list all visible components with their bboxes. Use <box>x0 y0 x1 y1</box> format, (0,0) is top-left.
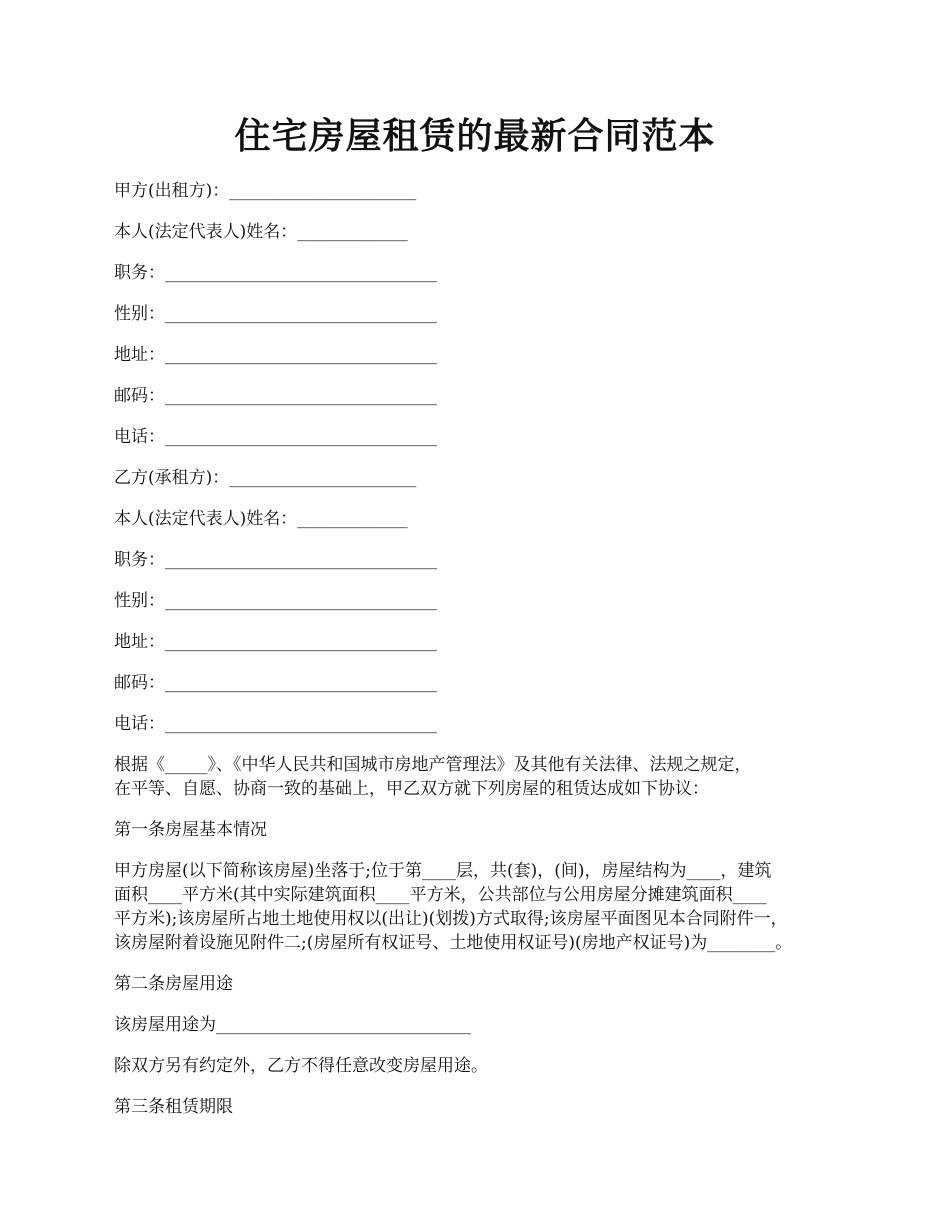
article-2-body: 该房屋用途为______________________________ <box>114 1015 471 1035</box>
party-b-address: 地址：________________________________ <box>114 632 437 652</box>
document-title: 住宅房屋租赁的最新合同范本 <box>234 115 716 157</box>
party-a-gender: 性别：________________________________ <box>114 304 437 324</box>
party-a-address: 地址：________________________________ <box>114 345 437 365</box>
document-body <box>114 179 854 1136</box>
party-a-representative: 本人(法定代表人)姓名：_____________ <box>114 222 408 242</box>
party-a-phone: 电话：________________________________ <box>114 427 437 447</box>
article-1-line: 甲方房屋(以下简称该房屋)坐落于;位于第____层，共(套)，(间)，房屋结构为____，建筑 <box>114 861 772 881</box>
article-1-heading: 第一条房屋基本情况 <box>114 820 267 840</box>
party-b-label: 乙方(承租方)：______________________ <box>114 468 417 488</box>
article-3-heading: 第三条租赁期限 <box>114 1097 233 1117</box>
article-1-line: 平方米);该房屋所占地土地使用权以(出让)(划拨)方式取得;该房屋平面图见本合同附件一， <box>114 909 788 929</box>
party-b-phone: 电话：________________________________ <box>114 714 437 734</box>
article-1-paragraph <box>114 859 854 955</box>
article-2-note: 除双方另有约定外，乙方不得任意改变房屋用途。 <box>114 1056 488 1076</box>
party-a-label: 甲方(出租方)：______________________ <box>114 181 417 201</box>
party-b-representative: 本人(法定代表人)姓名：_____________ <box>114 509 408 529</box>
preamble-paragraph <box>114 753 854 801</box>
preamble-line: 根据《_____》、《中华人民共和国城市房地产管理法》及其他有关法律、法规之规定， <box>114 755 752 775</box>
article-2-heading: 第二条房屋用途 <box>114 974 233 994</box>
party-b-position: 职务：________________________________ <box>114 550 437 570</box>
party-a-position: 职务：________________________________ <box>114 263 437 283</box>
party-b-zip: 邮码：________________________________ <box>114 673 437 693</box>
article-1-line: 该房屋附着设施见附件二;(房屋所有权证号、土地使用权证号)(房地产权证号)为________。 <box>114 933 793 953</box>
preamble-line: 在平等、自愿、协商一致的基础上，甲乙双方就下列房屋的租赁达成如下协议： <box>114 779 709 799</box>
party-a-zip: 邮码：________________________________ <box>114 386 437 406</box>
article-1-line: 面积____平方米(其中实际建筑面积____平方米，公共部位与公用房屋分摊建筑面积____ <box>114 885 767 905</box>
party-b-gender: 性别：________________________________ <box>114 591 437 611</box>
